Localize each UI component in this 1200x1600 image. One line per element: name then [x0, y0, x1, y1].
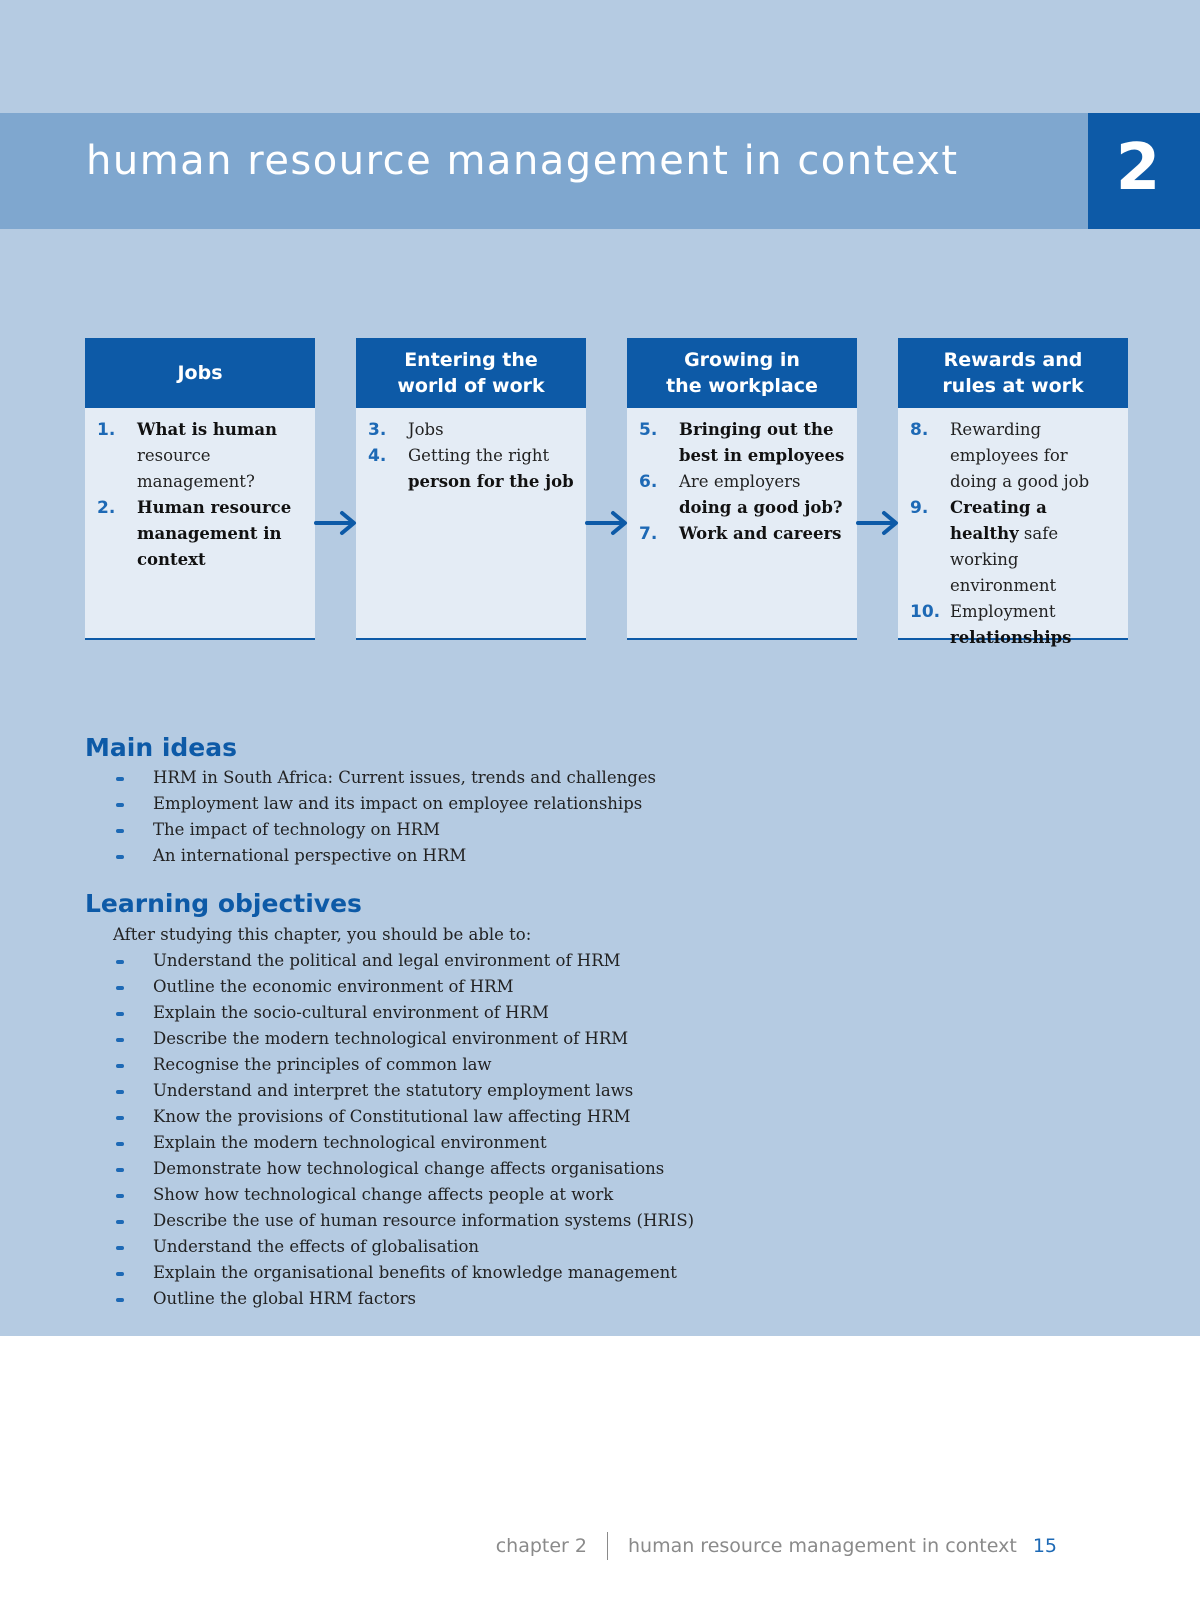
list-item: Describe the modern technological environment of HRM	[113, 1026, 694, 1052]
card-title-text: Rewards and rules at work	[942, 349, 1084, 397]
card-title	[627, 338, 857, 408]
card-body	[356, 408, 586, 495]
right-arrow-icon	[314, 508, 358, 538]
item-number: 6.	[639, 472, 658, 492]
card-growing-in-workplace	[627, 338, 857, 640]
list-item: 3. Jobs	[368, 417, 576, 443]
right-arrow-icon	[585, 508, 629, 538]
list-item: Know the provisions of Constitutional law affecting HRM	[113, 1104, 694, 1130]
list-item: Explain the socio-cultural environment of HRM	[113, 1000, 694, 1026]
list-item: HRM in South Africa: Current issues, trends and challenges	[113, 765, 656, 791]
card-body	[627, 408, 857, 547]
list-item: Understand the political and legal environment of HRM	[113, 948, 694, 974]
card-title	[356, 338, 586, 408]
card-rewards-and-rules	[898, 338, 1128, 647]
footer-title: human resource management in context	[627, 1535, 1017, 1557]
item-number: 10.	[910, 602, 941, 622]
list-item: 6. Are employers doing a good job?	[639, 469, 847, 521]
list-item: 8. Rewarding employees for doing a good job	[910, 417, 1118, 495]
learning-objectives-heading: Learning objectives	[85, 889, 362, 918]
card-body	[898, 408, 1128, 651]
card-title-text: Jobs	[177, 362, 223, 384]
list-item: The impact of technology on HRM	[113, 817, 656, 843]
learning-objectives-list	[113, 948, 694, 1312]
item-number: 8.	[910, 420, 929, 440]
item-number: 5.	[639, 420, 658, 440]
list-item: Explain the organisational benefits of knowledge management	[113, 1260, 694, 1286]
chapter-number: 2	[1115, 131, 1161, 205]
chapter-number-box	[1088, 113, 1200, 229]
right-arrow-icon	[856, 508, 900, 538]
main-ideas-list	[113, 765, 656, 869]
chapter-title: human resource management in context	[86, 138, 959, 184]
item-number: 9.	[910, 498, 929, 518]
list-item: Describe the use of human resource information systems (HRIS)	[113, 1208, 694, 1234]
page-footer	[496, 1532, 1057, 1560]
list-item: Explain the modern technological environment	[113, 1130, 694, 1156]
card-title	[85, 338, 315, 408]
footer-divider	[607, 1532, 608, 1560]
page-number: 15	[1032, 1535, 1057, 1557]
item-number: 2.	[97, 498, 116, 518]
card-body	[85, 408, 315, 573]
list-item: 5. Bringing out the best in employees	[639, 417, 847, 469]
item-number: 7.	[639, 524, 658, 544]
card-jobs	[85, 338, 315, 640]
list-item: 7. Work and careers	[639, 521, 847, 547]
list-item: Show how technological change affects people at work	[113, 1182, 694, 1208]
list-item: Understand and interpret the statutory employment laws	[113, 1078, 694, 1104]
list-item: Understand the effects of globalisation	[113, 1234, 694, 1260]
item-number: 3.	[368, 420, 387, 440]
list-item: 1. What is human resource management?	[97, 417, 305, 495]
item-number: 1.	[97, 420, 116, 440]
list-item: Recognise the principles of common law	[113, 1052, 694, 1078]
card-title	[898, 338, 1128, 408]
learning-objectives-intro: After studying this chapter, you should be able to:	[113, 925, 532, 944]
list-item: Demonstrate how technological change affects organisations	[113, 1156, 694, 1182]
list-item: Outline the global HRM factors	[113, 1286, 694, 1312]
list-item: 9. Creating a healthy safe working environment	[910, 495, 1118, 599]
item-number: 4.	[368, 446, 387, 466]
list-item: An international perspective on HRM	[113, 843, 656, 869]
list-item: Outline the economic environment of HRM	[113, 974, 694, 1000]
main-ideas-heading: Main ideas	[85, 733, 237, 762]
card-title-text: Entering the world of work	[397, 349, 545, 397]
card-entering-world-of-work	[356, 338, 586, 640]
list-item: Employment law and its impact on employee relationships	[113, 791, 656, 817]
footer-chapter: chapter 2	[495, 1535, 587, 1557]
list-item: 10. Employment relationships	[910, 599, 1118, 651]
list-item: 4. Getting the right person for the job	[368, 443, 576, 495]
list-item: 2. Human resource management in context	[97, 495, 305, 573]
card-title-text: Growing in the workplace	[666, 349, 818, 397]
